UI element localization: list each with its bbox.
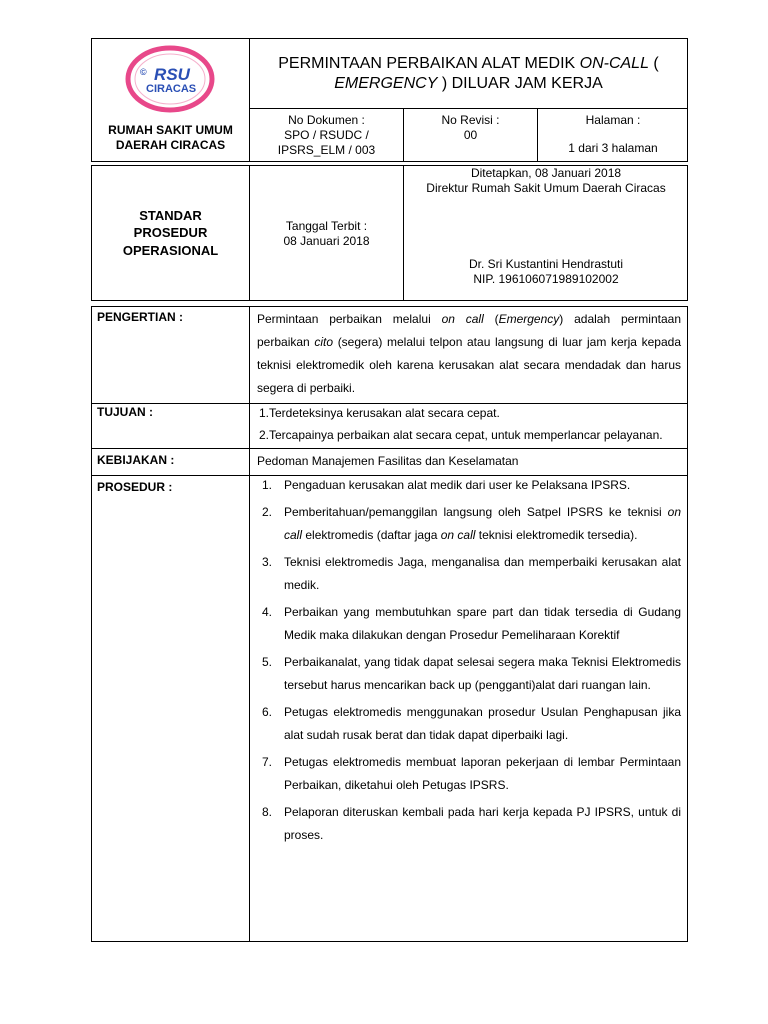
sop-label-line2: PROSEDUR	[133, 225, 208, 240]
prosedur-label: PROSEDUR :	[97, 480, 173, 494]
prosedur-list	[252, 474, 681, 851]
list-item: 6. Petugas elektromedis menggunakan prosedur Usulan Penghapusan jika alat sudah rusak berat dan tidak dapat diperbaiki lagi.	[262, 705, 681, 742]
tanggal-terbit-label: Tanggal Terbit :	[285, 219, 368, 233]
no-dokumen-line2: IPSRS_ELM / 003	[277, 143, 376, 157]
tujuan-item-1: 1.Terdeteksinya kerusakan alat secara cepat.	[259, 406, 500, 420]
tujuan-label: TUJUAN :	[97, 405, 153, 419]
document-title: PERMINTAAN PERBAIKAN ALAT MEDIK ON-CALL ( EMERGENCY ) DILUAR JAM KERJA	[278, 55, 659, 92]
pengertian-label: PENGERTIAN :	[97, 310, 184, 324]
no-revisi-value: 00	[463, 128, 478, 142]
logo-mark: ©	[140, 67, 147, 77]
tanggal-terbit-value: 08 Januari 2018	[283, 234, 370, 248]
ditetapkan-text: Ditetapkan, 08 Januari 2018	[470, 166, 622, 180]
list-item: 2. Pemberitahuan/pemanggilan langsung oleh Satpel IPSRS ke teknisi on call elektromedis (daftar jaga on call teknisi elektromedik tersedia).	[262, 505, 681, 542]
no-revisi-label: No Revisi :	[441, 113, 500, 127]
halaman-value: 1 dari 3 halaman	[568, 141, 658, 155]
logo-text-bottom: CIRACAS	[146, 83, 197, 95]
list-item: 7. Petugas elektromedis membuat laporan pekerjaan di lembar Permintaan Perbaikan, diketahui oleh Petugas IPSRS.	[262, 755, 681, 792]
no-dokumen-label: No Dokumen :	[288, 113, 365, 127]
list-item: 4. Perbaikan yang membutuhkan spare part dan tidak tersedia di Gudang Medik maka dilakukan dengan Prosedur Pemeliharaan Korektif	[262, 605, 681, 642]
tujuan-item-2: 2.Tercapainya perbaikan alat secara cepat, untuk memperlancar pelayanan.	[259, 428, 663, 442]
hospital-name-line1: RUMAH SAKIT UMUM	[108, 123, 233, 137]
kebijakan-label: KEBIJAKAN :	[97, 453, 175, 467]
list-item: 8. Pelaporan diteruskan kembali pada hari kerja kepada PJ IPSRS, untuk di proses.	[262, 805, 681, 842]
pengertian-text: Permintaan perbaikan melalui on call (Emergency) adalah permintaan perbaikan cito (segera) melalui telpon atau langsung di luar jam kerja kepada teknisi elektromedik oleh karena kerusakan alat secara mendadak dan harus segera di perbaiki.	[257, 312, 681, 395]
hospital-logo	[124, 44, 216, 114]
kebijakan-text: Pedoman Manajemen Fasilitas dan Keselamatan	[257, 454, 519, 468]
list-item: 5. Perbaikanalat, yang tidak dapat selesai segera maka Teknisi Elektromedis tersebut harus mencarikan back up (pengganti)alat dari ruangan lain.	[262, 655, 681, 692]
direktur-text: Direktur Rumah Sakit Umum Daerah Ciracas	[426, 181, 666, 195]
signer-nip: NIP. 196106071989102002	[473, 272, 619, 286]
list-item: 1. Pengaduan kerusakan alat medik dari user ke Pelaksana IPSRS.	[262, 478, 631, 492]
signer-name: Dr. Sri Kustantini Hendrastuti	[468, 257, 624, 271]
sop-label-line3: OPERASIONAL	[122, 243, 219, 258]
hospital-name-line2: DAERAH CIRACAS	[115, 138, 226, 152]
list-item: 3. Teknisi elektromedis Jaga, menganalisa dan memperbaiki kerusakan alat medik.	[262, 555, 681, 592]
halaman-label: Halaman :	[585, 113, 641, 127]
sop-label-line1: STANDAR	[139, 208, 202, 223]
logo-text-top: RSU	[154, 65, 190, 84]
no-dokumen-line1: SPO / RSUDC /	[284, 128, 369, 142]
